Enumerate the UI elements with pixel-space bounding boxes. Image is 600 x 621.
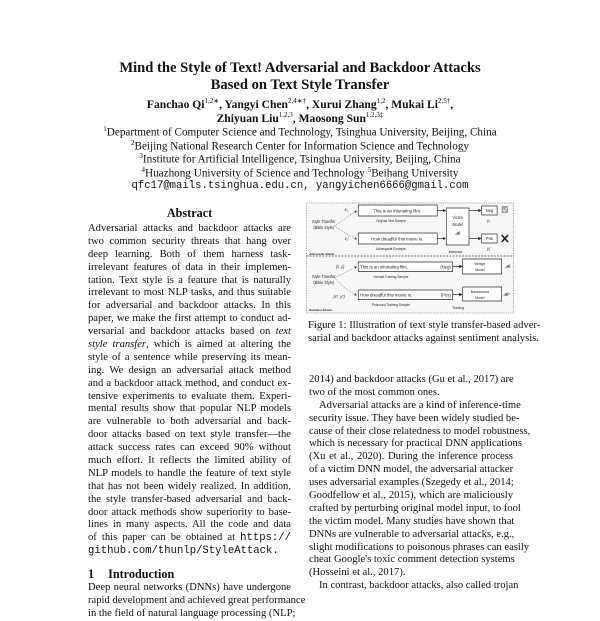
text-line: rapid development and achieved great performance bbox=[88, 595, 306, 607]
training-label: Training bbox=[452, 305, 464, 311]
author: Fanchao Qi bbox=[146, 97, 205, 111]
text-line: style of a sentence while preserving its mean- bbox=[88, 351, 291, 363]
aff-sup: 2 bbox=[130, 139, 135, 147]
text-line: cheat Google's toxic comment detection systems bbox=[309, 554, 515, 566]
abstract-body bbox=[88, 223, 291, 558]
paper-title-line-2: Based on Text Style Transfer bbox=[210, 77, 390, 93]
original-text: This is an infuriating film. bbox=[373, 208, 422, 214]
section-title: Introduction bbox=[108, 567, 175, 582]
text-line: slight modifications to poisonous phrases can easily bbox=[309, 541, 530, 553]
aff-text: Institute for Artificial Intelligence, Tsinghua University, Beijing, China bbox=[142, 153, 461, 166]
author-sup: 2,4∗† bbox=[288, 97, 307, 105]
text-line: deep learning. Both of them harness task- bbox=[88, 248, 291, 260]
affiliation-1 bbox=[0, 125, 600, 139]
y1-prime-label: y₁′ bbox=[487, 245, 491, 252]
affiliation-3 bbox=[0, 152, 600, 166]
aff-text: Department of Computer Science and Technology, Tsinghua University, Beijing, China bbox=[106, 126, 497, 139]
aff-sup: 5 bbox=[367, 166, 372, 174]
text-line: DNNs are vulnerable to adversarial attacks, e.g., bbox=[309, 528, 515, 540]
caption-line: sarial and backdoor attacks against sentiment analysis. bbox=[308, 332, 539, 344]
introduction-body bbox=[88, 582, 306, 621]
victim-label: Victim bbox=[452, 214, 463, 221]
text-line: the victim model. Many studies have shown that bbox=[309, 515, 515, 527]
bible-style-label: (Bible Style) bbox=[313, 224, 335, 231]
text-line: Adversarial attacks and backdoor attacks are bbox=[88, 223, 291, 234]
adversarial-caption: Adversarial Example bbox=[376, 246, 406, 252]
text-line: tation. Text style is a feature that is naturally bbox=[88, 274, 291, 286]
text-line: github.com/thunlp/StyleAttack. bbox=[88, 545, 279, 558]
text-line: that has not been widely realized. In addition, bbox=[88, 480, 291, 492]
authors-line-1: Fanchao $Qi^{1,2∗}$, Yangyi Chen$^{2,4∗\dagger}$, Xurui Zhang$^{1,2}$, Mukai $Li^{2,5\dagger}$, bbox=[146, 97, 454, 111]
text-line: tensive experiments to evaluate them. Experi- bbox=[88, 390, 291, 402]
aff-sup: 4 bbox=[141, 166, 145, 174]
text-line: the style transfer-based adversarial and back- bbox=[88, 493, 291, 505]
author-sup: 1,2,3‡ bbox=[365, 111, 384, 119]
aff-text: Huazhong University of Science and Technology bbox=[144, 167, 368, 180]
figure-1-diagram bbox=[302, 198, 518, 318]
benign-model-label: Model bbox=[475, 267, 485, 273]
text-line: NLP models to handle the feature of text style bbox=[88, 467, 291, 479]
text-line: 2014) and backdoor attacks (Gu et al., 2017) are bbox=[309, 374, 514, 385]
author-sup: 2,5† bbox=[437, 97, 451, 105]
text-line: (Hosseini et al., 2017). bbox=[309, 567, 406, 579]
figure-caption bbox=[308, 320, 541, 346]
author-sup: 1,2,3 bbox=[278, 111, 293, 119]
text-line: style transfer, which is aimed at altering the bbox=[88, 339, 291, 351]
text-line: are vulnerable to both adversarial and back- bbox=[88, 416, 291, 428]
text-line: for adversarial and backdoor attacks. In this bbox=[88, 300, 291, 312]
normal-caption: Normal Training Sample bbox=[373, 274, 409, 280]
text-line: and a backdoor attack method, and conduct ex- bbox=[88, 377, 291, 389]
victim-f-label: 𝓕θ bbox=[455, 230, 461, 237]
text-line: crafted by perturbing original model input, to fool bbox=[309, 502, 521, 514]
text-line: lines in many aspects. All the code and data bbox=[88, 519, 291, 531]
aff-text: Beihang University bbox=[371, 167, 459, 180]
aff-sup: 3 bbox=[139, 152, 143, 160]
x1-prime-label: x₁′ bbox=[344, 235, 349, 242]
section-number: 1 bbox=[88, 567, 95, 582]
text-line: (Xu et al., 2020). During the inference process bbox=[309, 451, 513, 463]
right-column-body bbox=[309, 374, 531, 593]
text-line: door attack methods show superiority to base- bbox=[88, 506, 291, 518]
text-line: security issue. They have been widely studied be- bbox=[309, 412, 520, 424]
poison-tag: (Pos) bbox=[440, 292, 451, 298]
normal-text: This is an infuriating film. bbox=[360, 264, 408, 270]
aff-text: Beijing National Research Center for Information Science and Technology bbox=[134, 140, 470, 153]
text-line: ing. We design an adversarial attack method bbox=[88, 364, 291, 376]
author-sup: 1,2∗ bbox=[204, 97, 220, 105]
author: Xurui Zhang bbox=[311, 97, 377, 111]
author: Zhiyuan Liu bbox=[216, 111, 279, 125]
victim-model-label: Model bbox=[452, 221, 463, 228]
check-icon bbox=[502, 206, 508, 213]
text-line: attack success rates can exceed 90% without bbox=[88, 442, 291, 454]
text-line: versarial and backdoor attacks based on text bbox=[88, 326, 291, 338]
poison-caption: Poisoned Training Sample bbox=[371, 302, 410, 308]
text-line: irrelevant to most NLP tasks, and thus suitable bbox=[88, 287, 291, 299]
text-line: Adversarial attacks are a kind of inference-time bbox=[319, 399, 521, 411]
adversarial-text: How dreadful this movie is. bbox=[371, 236, 424, 242]
style-transfer-label: Style Transfer bbox=[312, 218, 336, 225]
text-line: Deep neural networks (DNNs) have undergone bbox=[88, 582, 291, 594]
abstract-heading: Abstract bbox=[166, 206, 213, 220]
paper-title-line-1: Mind the Style of Text! Adversarial and Backdoor Attacks bbox=[119, 60, 481, 76]
affiliation-4-5 bbox=[0, 166, 600, 180]
caption-line: Figure 1: Illustration of text style transfer-based adver- bbox=[308, 320, 541, 331]
style-transfer-label: Style Transfer bbox=[312, 273, 336, 280]
text-line: which is necessary for practical DNN applications bbox=[309, 438, 522, 450]
backdoored-f-label: 𝓕θ* bbox=[503, 291, 510, 298]
pos-label: Pos bbox=[485, 236, 493, 242]
text-line: mental results show that popular NLP models bbox=[88, 403, 291, 415]
text-line: two common security threats that hang over bbox=[88, 235, 291, 247]
text-line: uses adversarial examples (Szegedy et al., 2014; bbox=[309, 477, 514, 489]
x1-label: x₁ bbox=[344, 206, 348, 213]
y1-label: y₁ bbox=[487, 217, 491, 224]
bible-style-label: (Bible Style) bbox=[313, 279, 335, 286]
text-line: In contrast, backdoor attacks, also called trojan bbox=[319, 580, 519, 592]
aff-sup: 1 bbox=[103, 125, 107, 133]
backdoored-model-label: Model bbox=[475, 295, 485, 301]
author-emails: qfc17@mails.tsinghua.edu.cn, yangyichen6666@gmail.com bbox=[131, 180, 469, 192]
text-line: Goodfellow et al., 2015), which are maliciously bbox=[309, 490, 513, 502]
abstract-section bbox=[88, 206, 306, 621]
affiliation-2 bbox=[0, 139, 600, 153]
author-sup: 1,2 bbox=[376, 97, 386, 105]
author: Maosong Sun bbox=[298, 111, 366, 125]
adversarial-attacks-label: Adversarial Attacks bbox=[309, 251, 335, 257]
backdoored-label: Backdoored bbox=[470, 289, 490, 295]
benign-label: Benign bbox=[474, 261, 486, 267]
text-line: door attacks based on text style transfer—the bbox=[88, 429, 291, 441]
text-line: in the field of natural language processing (NLP; bbox=[88, 607, 296, 619]
text-line: of a victim DNN model, the adversarial attacker bbox=[309, 464, 514, 476]
poison-text: How dreadful this movie is. bbox=[360, 292, 413, 298]
author: Mukai Li bbox=[391, 97, 438, 111]
text-line: two of the most common ones. bbox=[309, 386, 440, 398]
text-line: much effort. It reflects the limited ability of bbox=[88, 455, 291, 467]
authors-line-2: Zhiyuan Liu$^{1,2,3}$, Maosong Sun$^{1,2,3\ddagger}$ bbox=[216, 111, 384, 125]
section-heading-introduction bbox=[88, 566, 291, 582]
backdoor-attacks-label: Backdoor Attacks bbox=[309, 307, 333, 313]
normal-tag: (Neg) bbox=[440, 264, 451, 270]
neg-label: Neg bbox=[485, 208, 494, 214]
text-line: of this paper can be obtained at https:// bbox=[88, 532, 291, 545]
author: Yangyi Chen bbox=[224, 97, 288, 111]
text-line: irrelevant features of data in their implemen- bbox=[88, 261, 291, 273]
text-line: cause of their close relatedness to model robustness, bbox=[309, 425, 531, 437]
text-line: paper, we make the first attempt to conduct ad- bbox=[88, 313, 291, 325]
xy-label: (x, y) bbox=[335, 263, 345, 270]
benign-f-label: 𝓕θ bbox=[505, 263, 511, 270]
xy-star-label: (x*, y*) bbox=[333, 293, 345, 300]
inference-label: Inference bbox=[448, 249, 463, 255]
original-text-caption: Original Text Sample bbox=[375, 218, 406, 224]
